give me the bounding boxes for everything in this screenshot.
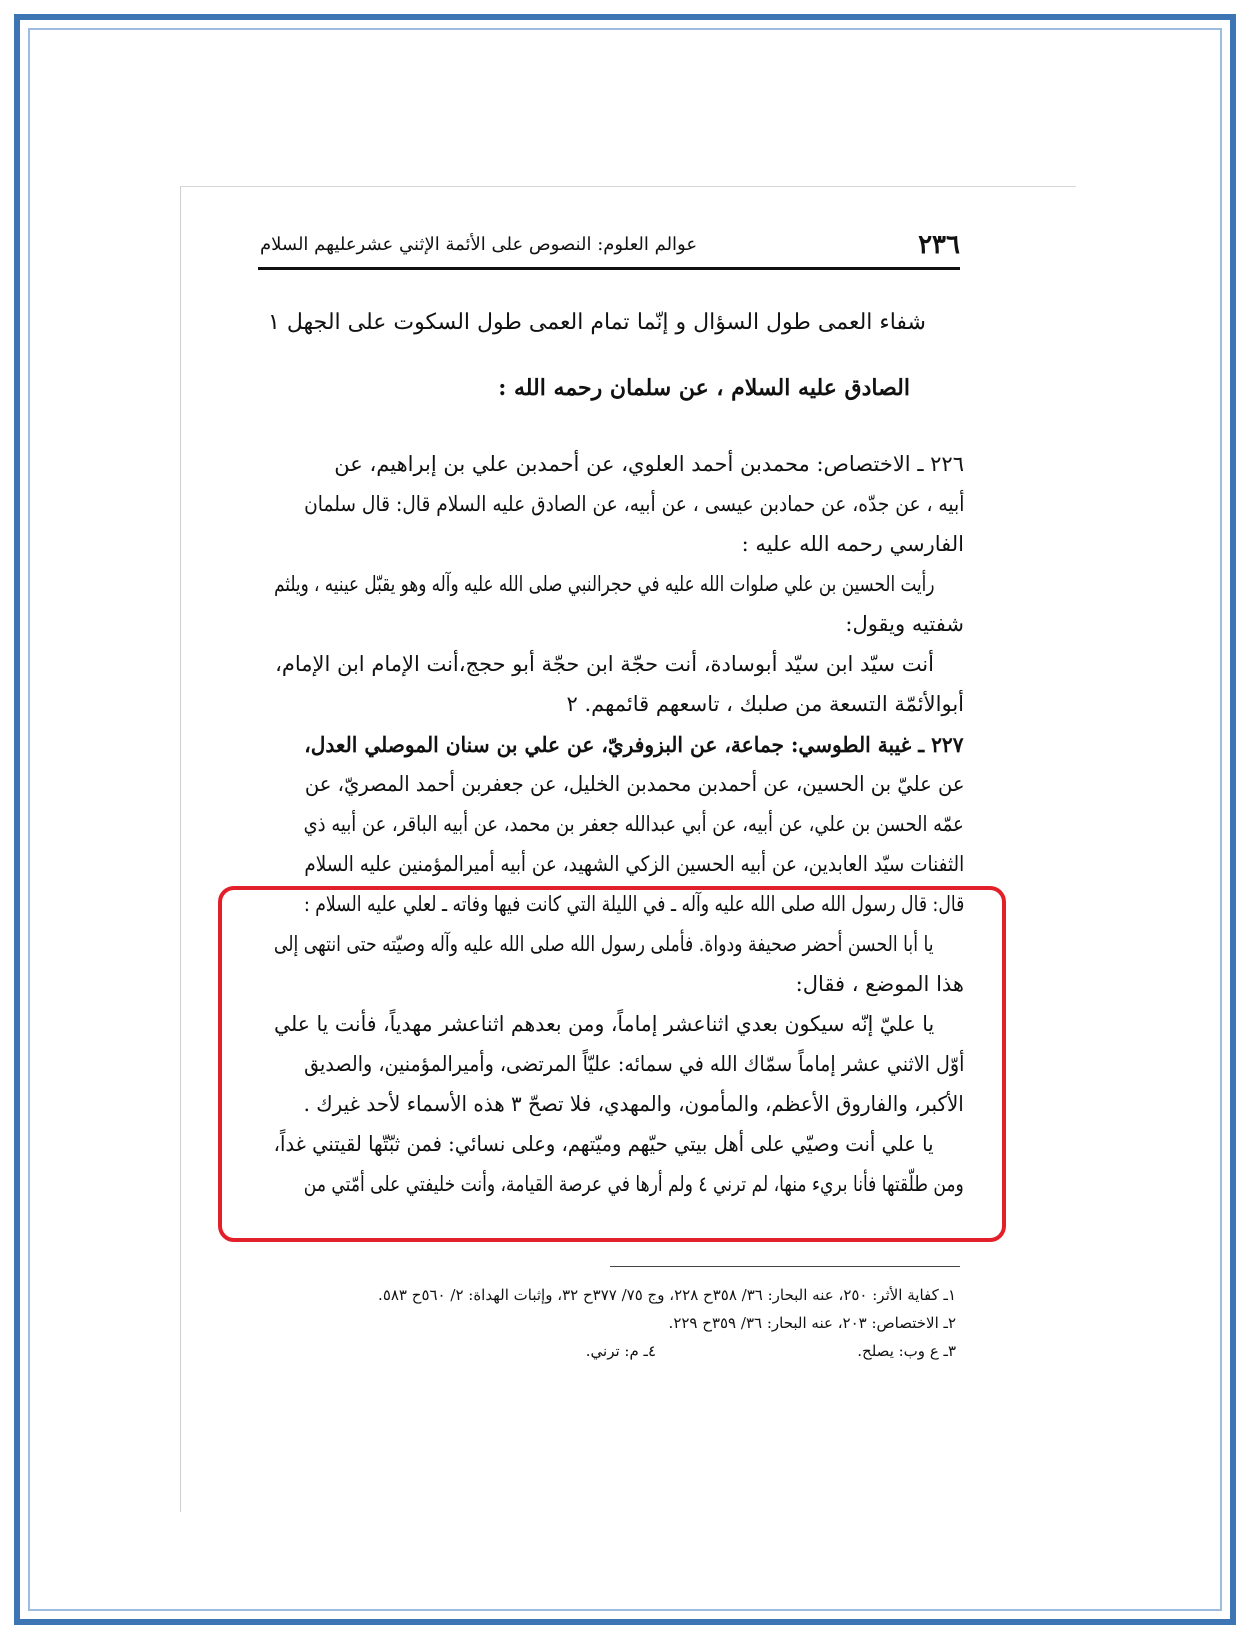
text-line: شفتيه ويقول: <box>845 612 964 636</box>
red-highlight-box <box>218 886 1006 1242</box>
header-rule <box>258 267 960 270</box>
footnote-2: ٢ـ الاختصاص: ٢٠٣، عنه البحار: ٣٦/ ٣٥٩ح ٢٢٩. <box>668 1314 956 1332</box>
running-title: عوالم العلوم: النصوص على الأئمة الإثني عشرعليهم السلام <box>260 234 698 255</box>
page-number: ٢٣٦ <box>918 230 960 260</box>
text-line: يا عليّ إنّه سيكون بعدي اثناعشر إماماً، ومن بعدهم اثناعشر مهدياً، فأنت يا علي <box>273 1012 934 1036</box>
poem-right-hemistich: شفاء العمى طول السؤال و إنّما <box>636 310 926 335</box>
footnote-rule <box>610 1266 960 1267</box>
footnote-3: ٣ـ ع وب: يصلح. <box>857 1342 956 1360</box>
text-line: أبوالأئمّة التسعة من صلبك ، تاسعهم قائمهم. ٢ <box>566 692 964 716</box>
text-line: ٢٢٦ ـ الاختصاص: محمدبن أحمد العلوي، عن أحمدبن علي بن إبراهيم، عن <box>334 452 964 476</box>
text-line: ومن طلّقتها فأنا بريء منها، لم ترني ٤ ولم أرها في عرصة القيامة، وأنت خليفتي على أمّتي من <box>304 1172 964 1196</box>
text-line: ٢٢٧ ـ غيبة الطوسي: جماعة، عن البزوفريّ، عن علي بن سنان الموصلي العدل، <box>304 732 964 757</box>
footnote-4: ٤ـ م: ترني. <box>585 1342 656 1360</box>
text-line: الأكبر، والفاروق الأعظم، والمأمون، والمهدي، فلا تصحّ ٣ هذه الأسماء لأحد غيرك . <box>303 1092 964 1116</box>
text-line: يا علي أنت وصيّي على أهل بيتي حيّهم وميّتهم، وعلى نسائي: فمن ثبّتّها لقيتني غداً، <box>274 1132 934 1156</box>
text-line: أنت سيّد ابن سيّد أبوسادة، أنت حجّة ابن حجّة أبو حجج،أنت الإمام ابن الإمام، <box>275 652 934 676</box>
text-line: الثفنات سيّد العابدين، عن أبيه الحسين الزكي الشهيد، عن أبيه أميرالمؤمنين عليه السلام <box>304 852 964 876</box>
text-line: أوّل الاثني عشر إماماً سمّاك الله في سمائه: عليّاً المرتضى، وأميرالمؤمنين، والصديق <box>303 1052 964 1076</box>
text-line: رأيت الحسين بن علي صلوات الله عليه في حجرالنبي صلى الله عليه وآله وهو يقبّل عينيه ، ويلثم <box>273 572 934 596</box>
poem-left-hemistich: تمام العمى طول السكوت على الجهل ١ <box>268 310 630 335</box>
text-line: هذا الموضع ، فقال: <box>795 972 964 996</box>
text-line: عمّه الحسن بن علي، عن أبيه، عن أبي عبدالله جعفر بن محمد، عن أبيه الباقر، عن أبيه ذي <box>303 812 964 836</box>
section-title: الصادق عليه السلام ، عن سلمان رحمه الله : <box>498 375 910 401</box>
text-line: أبيه ، عن جدّه، عن حمادبن عيسى ، عن أبيه، عن الصادق عليه السلام قال: قال سلمان <box>303 492 964 516</box>
page-header <box>260 226 960 266</box>
text-line: الفارسي رحمه الله عليه : <box>741 532 964 556</box>
footnote-1: ١ـ كفاية الأثر: ٢٥٠، عنه البحار: ٣٦/ ٣٥٨ح ٢٢٨، وج ٧٥/ ٣٧٧ح ٣٢، وإثبات الهداة: ٢/ ٥٦٠ح ٥٨٣. <box>378 1286 956 1304</box>
text-line: يا أبا الحسن أحضر صحيفة ودواة. فأملى رسول الله صلى الله عليه وآله وصيّته حتى انتهى إلى <box>274 932 934 956</box>
text-line: قال: قال رسول الله صلى الله عليه وآله ـ في الليلة التي كانت فيها وفاته ـ لعلي عليه السلام : <box>303 892 964 916</box>
text-line: عن عليّ بن الحسين، عن أحمدبن محمدبن الخليل، عن جعفربن أحمد المصريّ، عن <box>304 772 964 796</box>
